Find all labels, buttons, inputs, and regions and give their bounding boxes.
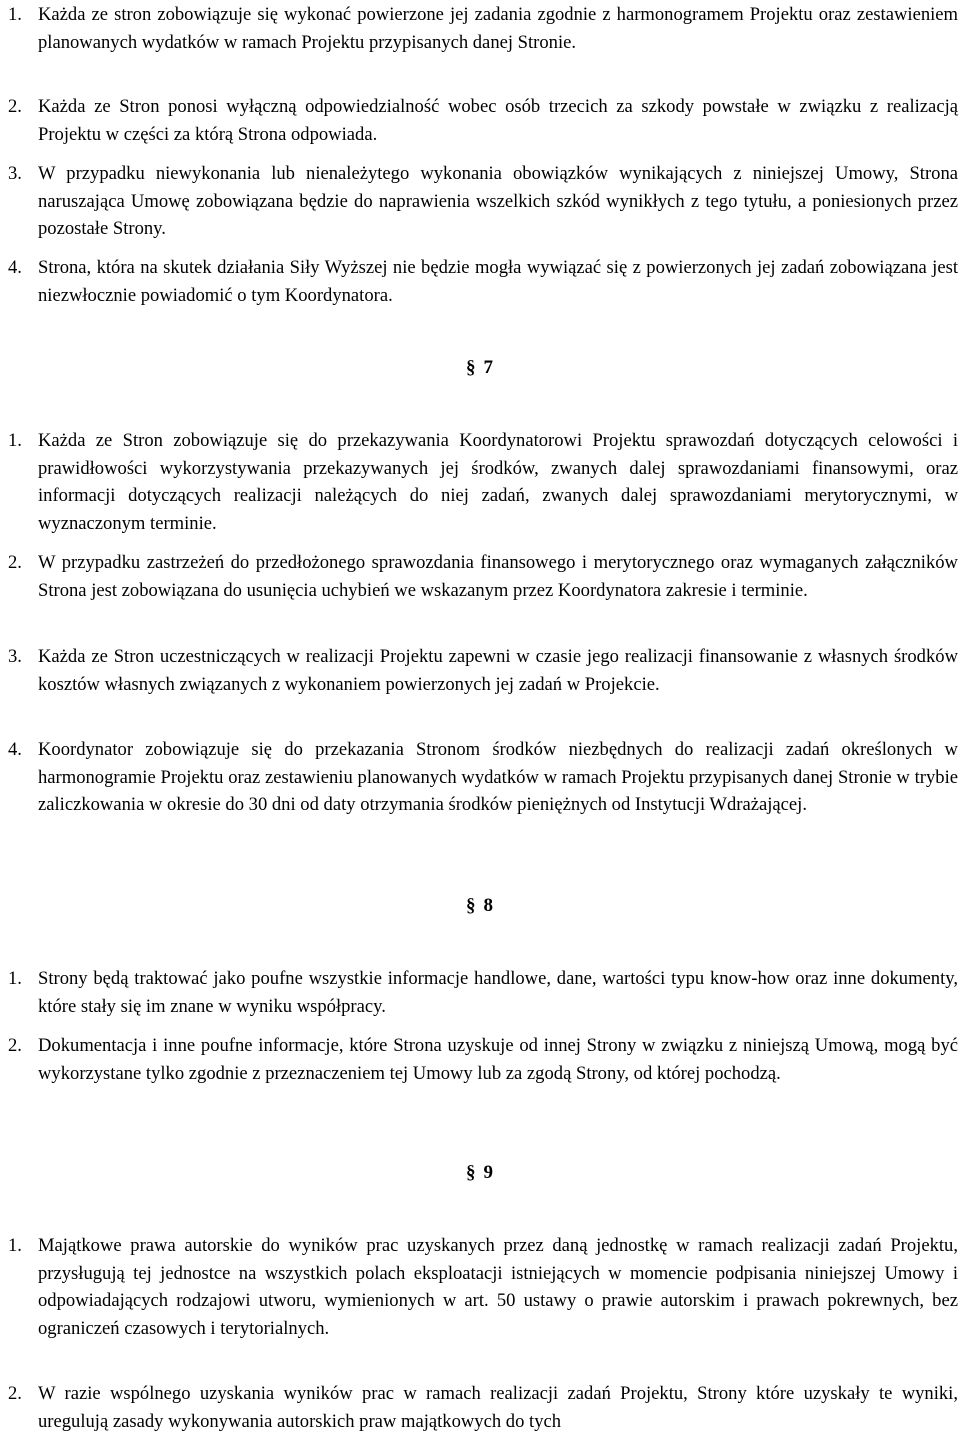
item-text: Każda ze Stron zobowiązuje się do przekazywania Koordynatorowi Projektu sprawozdań dotyczących celowości i prawidłowości wykorzystywania przekazywanych jej środków, zwanych dalej sprawozdaniami finansowymi, oraz informacji dotyczących realizacji należących do niej zadań, zwanych dalej sprawozdaniami merytorycznymi, w wyznaczonym terminie. xyxy=(38,430,958,534)
section-heading-8 xyxy=(466,894,493,918)
item-text: Strony będą traktować jako poufne wszystkie informacje handlowe, dane, wartości typu know-how oraz inne dokumenty, które stały się im znane w wyniku współpracy. xyxy=(38,968,958,1017)
item-number: 1. xyxy=(8,430,22,451)
item-text: Każda ze Stron uczestniczących w realizacji Projektu zapewni w czasie jego realizacji finansowanie z własnych środków kosztów własnych związanych z wykonaniem powierzonych jej zadań w Projekcie. xyxy=(38,646,958,695)
item-text: W przypadku niewykonania lub nienależytego wykonania obowiązków wynikających z niniejszej Umowy, Strona naruszająca Umowę zobowiązana będzie do naprawienia wszelkich szkód wynikłych z tego tytułu, a poniesionych przez pozostałe Strony. xyxy=(38,163,958,239)
item-text: Dokumentacja i inne poufne informacje, które Strona uzyskuje od innej Strony w związku z niniejszą Umową, mogą być wykorzystane tylko zgodnie z przeznaczeniem tej Umowy lub za zgodą Strony, od której pochodzą. xyxy=(38,1035,958,1084)
item-number: 2. xyxy=(8,96,22,117)
list-item xyxy=(8,1,958,56)
section-heading-9 xyxy=(466,1161,493,1185)
list-item xyxy=(8,160,958,243)
item-text: W razie wspólnego uzyskania wyników prac w ramach realizacji zadań Projektu, Strony które uzyskały te wyniki, uregulują zasady wykonywania autorskich praw majątkowych do tych xyxy=(38,1383,958,1432)
list-item xyxy=(8,1232,958,1342)
list-item xyxy=(8,1380,958,1435)
item-text: Każda ze Stron ponosi wyłączną odpowiedzialność wobec osób trzecich za szkody powstałe w związku z realizacją Projektu w części za którą Strona odpowiada. xyxy=(38,96,958,145)
list-item xyxy=(8,254,958,309)
list-item xyxy=(8,427,958,537)
item-text: W przypadku zastrzeżeń do przedłożonego sprawozdania finansowego i merytorycznego oraz wymaganych załączników Strona jest zobowiązana do usunięcia uchybień we wskazanym przez Koordynatora zakresie i terminie. xyxy=(38,552,958,601)
paragraph-symbol: § xyxy=(466,357,476,378)
item-number: 3. xyxy=(8,646,22,667)
item-text: Strona, która na skutek działania Siły Wyższej nie będzie mogła wywiązać się z powierzonych jej zadań zobowiązana jest niezwłocznie powiadomić o tym Koordynatora. xyxy=(38,257,958,306)
section-heading-7 xyxy=(466,356,493,380)
section-number: 8 xyxy=(483,895,493,916)
list-item xyxy=(8,736,958,819)
item-number: 4. xyxy=(8,257,22,278)
section-number: 7 xyxy=(483,357,493,378)
item-text: Koordynator zobowiązuje się do przekazania Stronom środków niezbędnych do realizacji zadań określonych w harmonogramie Projektu oraz zestawieniu planowanych wydatków w ramach Projektu przypisanych danej Stronie w trybie zaliczkowania w okresie do 30 dni od daty otrzymania środków pieniężnych od Instytucji Wdrażającej. xyxy=(38,739,958,815)
list-item xyxy=(8,93,958,148)
item-number: 1. xyxy=(8,968,22,989)
item-number: 3. xyxy=(8,163,22,184)
item-number: 2. xyxy=(8,1383,22,1404)
section-number: 9 xyxy=(483,1162,493,1183)
item-text: Każda ze stron zobowiązuje się wykonać powierzone jej zadania zgodnie z harmonogramem Projektu oraz zestawieniem planowanych wydatków w ramach Projektu przypisanych danej Stronie. xyxy=(38,4,958,53)
list-item xyxy=(8,643,958,698)
list-item xyxy=(8,965,958,1020)
item-number: 2. xyxy=(8,552,22,573)
item-number: 4. xyxy=(8,739,22,760)
item-number: 2. xyxy=(8,1035,22,1056)
item-number: 1. xyxy=(8,1235,22,1256)
list-item xyxy=(8,1032,958,1087)
item-number: 1. xyxy=(8,4,22,25)
list-item xyxy=(8,549,958,604)
item-text: Majątkowe prawa autorskie do wyników prac uzyskanych przez daną jednostkę w ramach realizacji zadań Projektu, przysługują tej jednostce na wszystkich polach eksploatacji istniejących w momencie podpisania niniejszej Umowy i odpowiadających rodzajowi utworu, wymienionych w art. 50 ustawy o prawie autorskim i prawach pokrewnych, bez ograniczeń czasowych i terytorialnych. xyxy=(38,1235,958,1339)
paragraph-symbol: § xyxy=(466,1162,476,1183)
paragraph-symbol: § xyxy=(466,895,476,916)
